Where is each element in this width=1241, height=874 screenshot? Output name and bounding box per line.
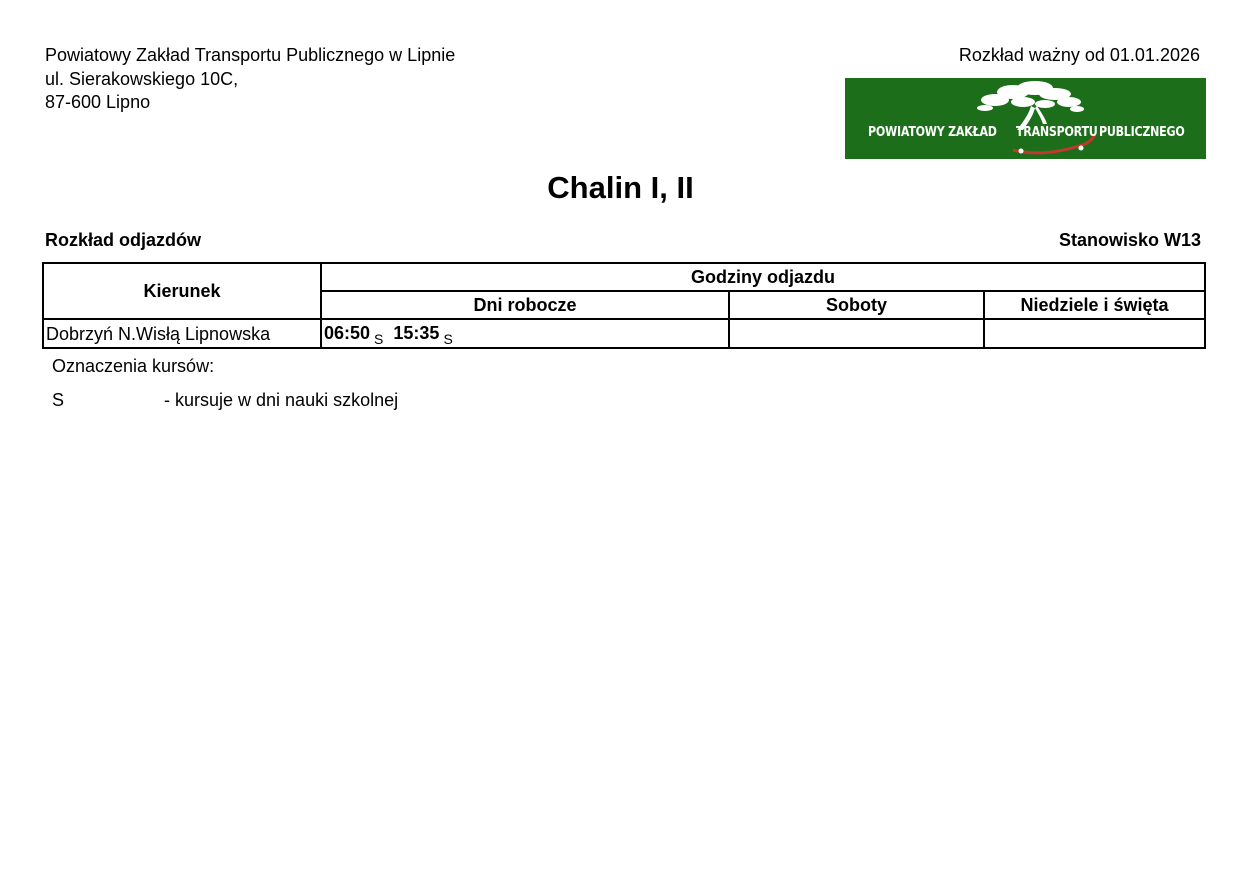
stand-label: Stanowisko W13 <box>1058 230 1201 250</box>
logo-text-part2: TRANSPORTU <box>1016 124 1098 140</box>
legend-title: Oznaczenia kursów: <box>52 356 215 376</box>
schedule-subtitle: Rozkład odjazdów <box>45 230 202 250</box>
org-name: Powiatowy Zakład Transportu Publicznego w Lipnie <box>45 45 456 65</box>
departure-mark: S <box>374 331 384 347</box>
address-line-1: ul. Sierakowskiego 10C, <box>45 68 239 89</box>
column-hours-header: Godziny odjazdu <box>321 263 1205 291</box>
departure-mark: S <box>443 331 453 347</box>
company-logo <box>845 78 1206 159</box>
tree-icon <box>845 78 1206 159</box>
workdays-departures-cell <box>321 319 729 348</box>
table-row <box>43 319 1205 348</box>
header-row-1 <box>43 263 1205 291</box>
organization-address <box>45 44 455 115</box>
column-workdays-header: Dni robocze <box>321 291 729 319</box>
departure-time: 06:50 <box>324 323 371 343</box>
legend-description: - kursuje w dni nauki szkolnej <box>164 390 399 410</box>
saturdays-departures-cell <box>729 319 984 348</box>
departure-time: 15:35 <box>393 323 440 343</box>
column-direction-header: Kierunek <box>43 263 321 319</box>
legend-symbol: S <box>52 390 65 410</box>
logo-text-part3: PUBLICZNEGO <box>1099 124 1185 140</box>
timetable <box>42 262 1206 349</box>
sundays-departures-cell <box>984 319 1205 348</box>
column-sundays-header: Niedziele i święta <box>984 291 1205 319</box>
column-saturdays-header: Soboty <box>729 291 984 319</box>
address-line-2: 87-600 Lipno <box>45 92 151 112</box>
direction-cell: Dobrzyń N.Wisłą Lipnowska <box>43 319 321 348</box>
valid-from-date: Rozkład ważny od 01.01.2026 <box>958 45 1200 65</box>
logo-text-part1: POWIATOWY ZAKŁAD <box>868 124 997 140</box>
stop-title: Chalin I, II <box>547 170 694 205</box>
